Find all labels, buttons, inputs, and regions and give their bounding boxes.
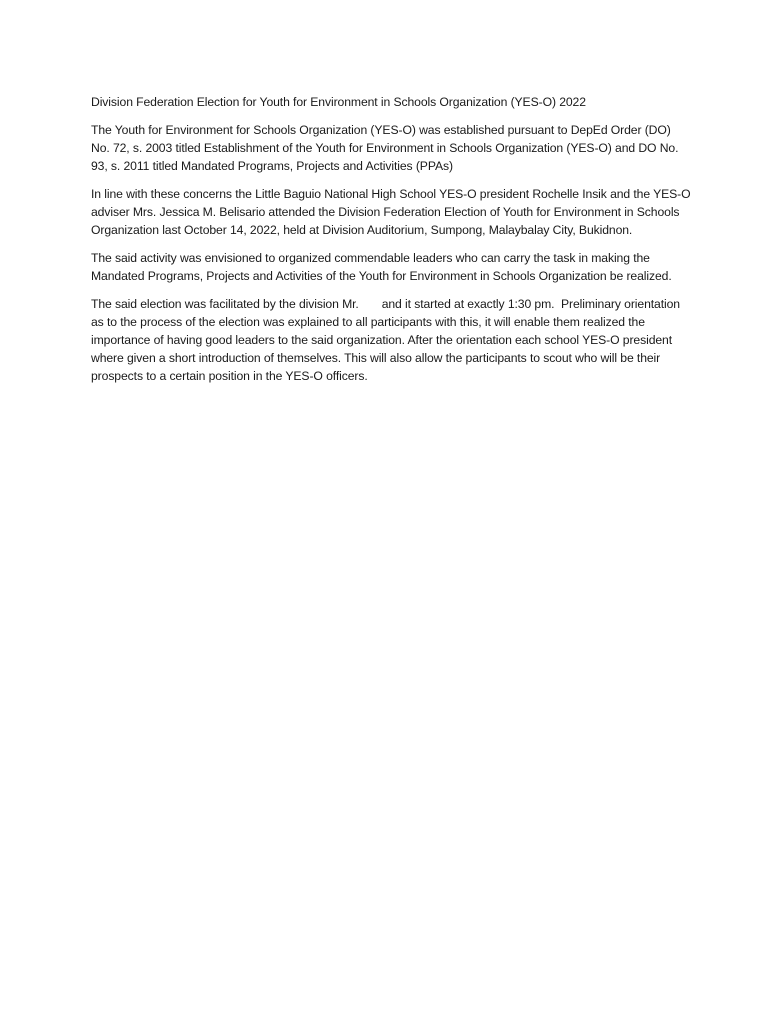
paragraph-election-details: The said election was facilitated by the division Mr. and it started at exactly 1:30 pm. Preliminary orientation as to the process of the election was explained to all participants with this, it will enable them realized the importance of having good leaders to the said organization. After the orientation each school YES-O president where given a short introduction of themselves. This will also allow the participants to scout who will be their prospects to a certain position in the YES-O officers. [91,297,684,383]
paragraph-attendance: In line with these concerns the Little Baguio National High School YES-O president Rochelle Insik and the YES-O adviser Mrs. Jessica M. Belisario attended the Division Federation Election of Youth for Environment in Schools Organization last October 14, 2022, held at Division Auditorium, Sumpong, Malaybalay City, Bukidnon. [91,187,691,237]
paragraph-establishment: The Youth for Environment for Schools Organization (YES-O) was established pursuant to DepEd Order (DO) No. 72, s. 2003 titled Establishment of the Youth for Environment in Schools Organization (YES-O) and DO No. 93, s. 2011 titled Mandated Programs, Projects and Activities (PPAs) [91,123,679,173]
document-body [91,93,691,395]
paragraph-purpose: The said activity was envisioned to organized commendable leaders who can carry the task in making the Mandated Programs, Projects and Activities of the Youth for Environment in Schools Organization be realized. [91,251,672,283]
document-title: Division Federation Election for Youth for Environment in Schools Organization (YES-O) 2022 [91,95,586,109]
